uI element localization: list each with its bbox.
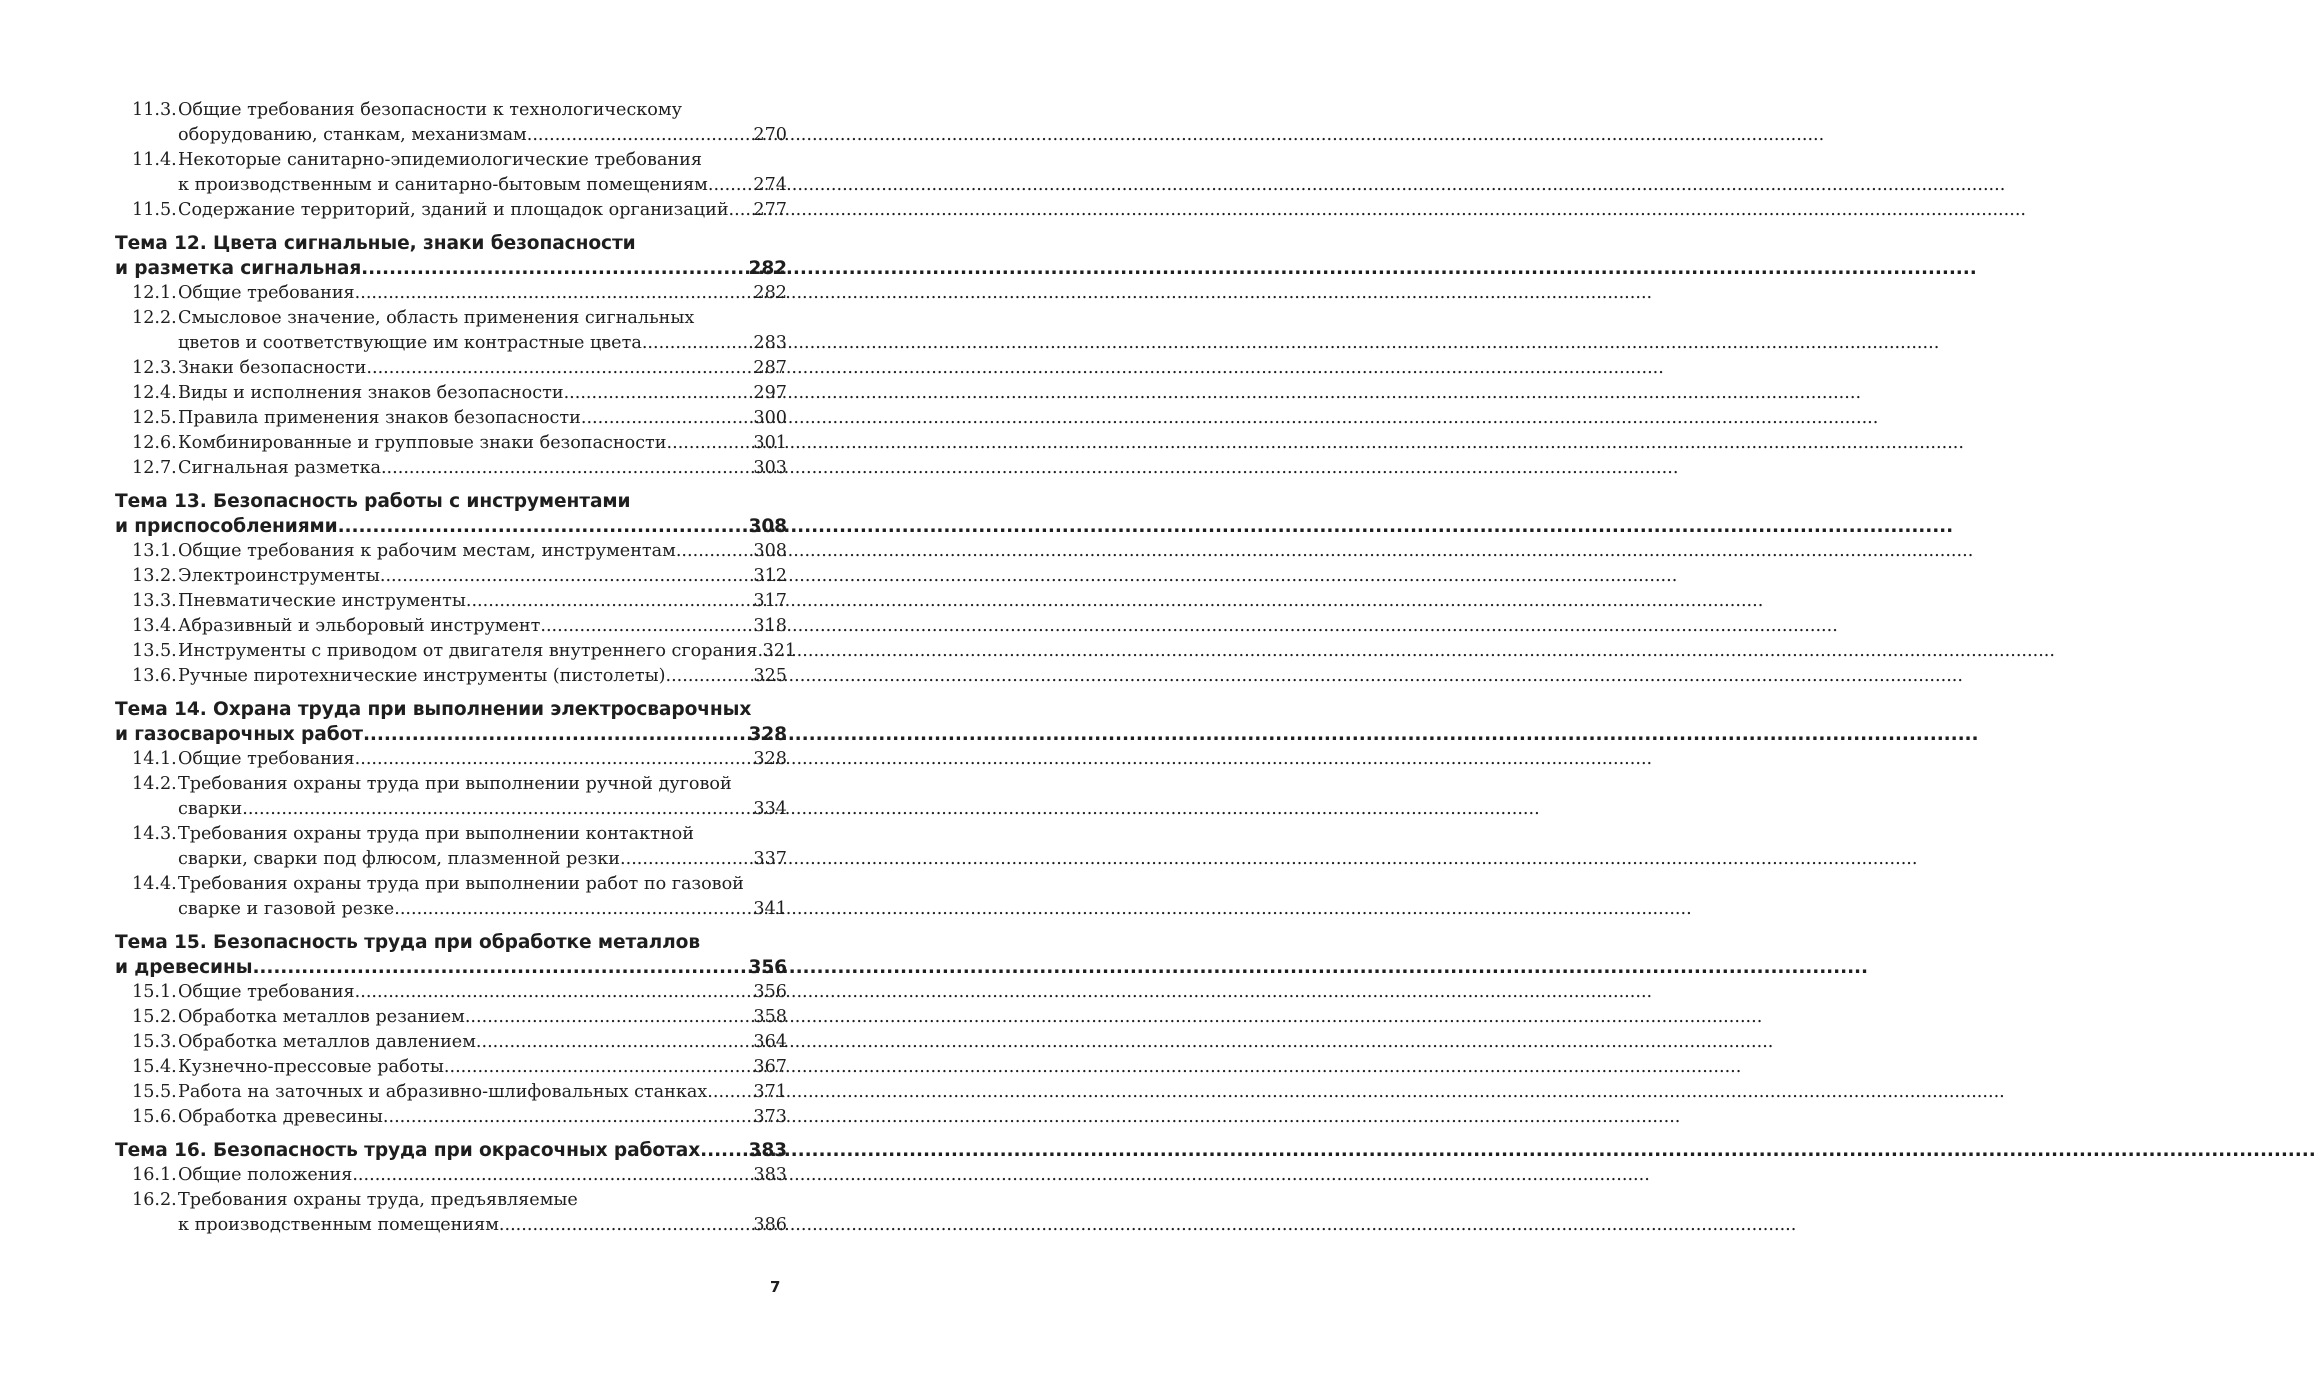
section-number: 12.6. <box>132 433 177 453</box>
section-number: 16.1. <box>132 1165 177 1185</box>
toc-subsection-entry <box>115 1105 787 1130</box>
section-title-line: Электроинструменты <box>178 566 380 586</box>
section-title-line: Общие требования <box>178 749 355 769</box>
toc-topic-entry <box>115 489 787 539</box>
page-ref: 283 <box>753 333 787 353</box>
page-ref: 277 <box>753 200 787 220</box>
page-ref: 341 <box>753 899 787 919</box>
section-number: 13.6. <box>132 666 177 686</box>
toc-leader-line <box>178 847 787 872</box>
section-title-line: Общие требования <box>178 283 355 303</box>
section-title-line: Сигнальная разметка <box>178 458 381 478</box>
section-number: 15.5. <box>132 1082 177 1102</box>
dot-leader <box>666 664 753 689</box>
dot-leader <box>355 281 753 306</box>
section-number: 12.2. <box>132 308 177 328</box>
page-ref: 297 <box>753 383 787 403</box>
page-ref: 308 <box>753 541 787 561</box>
topic-title-line: Тема 12. Цвета сигнальные, знаки безопасности <box>115 233 636 254</box>
dot-leader <box>355 747 753 772</box>
toc-leader-line <box>178 1055 787 1080</box>
section-number: 14.2. <box>132 774 177 794</box>
section-title-line: Знаки безопасности <box>178 358 367 378</box>
toc-subsection-entry <box>115 1055 787 1080</box>
toc-leader-line <box>178 539 787 564</box>
toc-subsection-entry <box>115 614 787 639</box>
section-title-line: Ручные пиротехнические инструменты (пистолеты) <box>178 666 666 686</box>
toc-subsection-entry <box>115 1163 787 1188</box>
section-title-line: Инструменты с приводом от двигателя внутреннего сгорания <box>178 641 758 661</box>
dot-leader <box>700 1138 747 1163</box>
toc-leader-line <box>178 198 787 223</box>
page-ref: 312 <box>753 566 787 586</box>
dot-leader <box>540 614 752 639</box>
section-title-line: Требования охраны труда при выполнении контактной <box>178 824 694 844</box>
toc-topic-entry <box>115 930 787 980</box>
section-number: 12.3. <box>132 358 177 378</box>
section-title-line: Кузнечно-прессовые работы <box>178 1057 444 1077</box>
toc-subsection-entry <box>115 1005 787 1030</box>
page-ref: 386 <box>753 1215 787 1235</box>
toc-subsection-entry <box>115 772 787 822</box>
toc-subsection-entry <box>115 98 787 148</box>
toc-topic-entry <box>115 1138 787 1163</box>
section-title-line: Виды и исполнения знаков безопасности <box>178 383 564 403</box>
section-number: 12.1. <box>132 283 177 303</box>
section-title-line: Правила применения знаков безопасности <box>178 408 581 428</box>
dot-leader <box>676 539 753 564</box>
toc-leader-line <box>115 1138 787 1163</box>
toc-leader-line <box>178 589 787 614</box>
toc-leader-line <box>178 897 787 922</box>
toc-subsection-entry <box>115 406 787 431</box>
dot-leader <box>444 1055 753 1080</box>
toc-subsection-entry <box>115 381 787 406</box>
toc-subsection-entry <box>115 1080 787 1105</box>
toc-leader-line <box>178 456 787 481</box>
toc-subsection-entry <box>115 456 787 481</box>
toc-subsection-entry <box>115 747 787 772</box>
section-number: 15.2. <box>132 1007 177 1027</box>
page-ref: 300 <box>753 408 787 428</box>
page-ref: 371 <box>753 1082 787 1102</box>
toc-subsection-entry <box>115 198 787 223</box>
dot-leader <box>380 564 753 589</box>
section-number: 15.3. <box>132 1032 177 1052</box>
topic-title-line: Тема 16. Безопасность труда при окрасочных работах <box>115 1140 701 1161</box>
page-ref: 301 <box>753 433 787 453</box>
page-ref: 325 <box>753 666 787 686</box>
toc-subsection-entry <box>115 306 787 356</box>
section-number: 14.1. <box>132 749 177 769</box>
topic-title-line: и разметка сигнальная <box>115 258 362 279</box>
page-number: 7 <box>770 1278 781 1296</box>
section-title-line: Комбинированные и групповые знаки безопасности <box>178 433 667 453</box>
section-title-line: сварки <box>178 799 243 819</box>
dot-leader <box>383 1105 753 1130</box>
topic-title-line: Тема 13. Безопасность работы с инструментами <box>115 491 631 512</box>
book-page <box>0 0 900 1382</box>
page-ref: 358 <box>753 1007 787 1027</box>
section-title-line: Работа на заточных и абразивно-шлифовальных станках <box>178 1082 708 1102</box>
section-title-line: Требования охраны труда при выполнении ручной дуговой <box>178 774 732 794</box>
dot-leader <box>729 198 753 223</box>
toc-leader-line <box>178 1005 787 1030</box>
toc-leader-line <box>115 256 787 281</box>
toc-topic-entry <box>115 697 787 747</box>
dot-leader <box>361 256 747 281</box>
dot-leader <box>642 331 753 356</box>
toc-subsection-entry <box>115 639 797 664</box>
toc-subsection-entry <box>115 589 787 614</box>
section-number: 13.4. <box>132 616 177 636</box>
page-ref: 373 <box>753 1107 787 1127</box>
page-ref: 356 <box>748 957 787 978</box>
section-title-line: Обработка металлов давлением <box>178 1032 476 1052</box>
dot-leader <box>242 797 752 822</box>
toc-subsection-entry <box>115 980 787 1005</box>
dot-leader <box>465 1005 753 1030</box>
section-title-line: цветов и соответствующие им контрастные цвета <box>178 333 642 353</box>
page-ref: 282 <box>753 283 787 303</box>
section-number: 11.4. <box>132 150 177 170</box>
dot-leader <box>352 1163 752 1188</box>
page-ref: 383 <box>748 1140 787 1161</box>
toc-leader-line <box>178 797 787 822</box>
toc-leader-line <box>178 281 787 306</box>
page-ref: 328 <box>753 749 787 769</box>
section-title-line: Общие положения <box>178 1165 353 1185</box>
topic-title-line: Тема 14. Охрана труда при выполнении электросварочных <box>115 699 752 720</box>
toc-leader-line <box>178 1213 787 1238</box>
toc-leader-line <box>178 1080 787 1105</box>
dot-leader <box>381 456 752 481</box>
section-title-line: Обработка древесины <box>178 1107 383 1127</box>
section-number: 13.2. <box>132 566 177 586</box>
toc-leader-line <box>178 614 787 639</box>
page-ref: 321 <box>762 641 797 661</box>
section-number: 14.4. <box>132 874 177 894</box>
section-title-line: сварке и газовой резке <box>178 899 395 919</box>
section-number: 15.4. <box>132 1057 177 1077</box>
toc-leader-line <box>178 664 787 689</box>
toc-leader-line <box>178 1105 787 1130</box>
section-title-line: Требования охраны труда при выполнении работ по газовой <box>178 874 744 894</box>
dot-leader <box>363 722 748 747</box>
dot-leader <box>394 897 752 922</box>
section-title-line: Общие требования <box>178 982 355 1002</box>
toc-leader-line <box>178 980 787 1005</box>
section-title-line: Общие требования безопасности к технологическому <box>178 100 682 120</box>
toc-leader-line <box>178 431 787 456</box>
dot-leader <box>707 1080 752 1105</box>
page-ref: 274 <box>753 175 787 195</box>
section-number: 11.3. <box>132 100 177 120</box>
section-number: 11.5. <box>132 200 177 220</box>
section-number: 12.4. <box>132 383 177 403</box>
toc-leader-line <box>178 747 787 772</box>
dot-leader <box>476 1030 753 1055</box>
toc-leader-line <box>178 356 787 381</box>
page-ref: 270 <box>753 125 787 145</box>
section-title-line: сварки, сварки под флюсом, плазменной резки <box>178 849 621 869</box>
toc-leader-line <box>178 1163 787 1188</box>
section-title-line: Некоторые санитарно-эпидемиологические требования <box>178 150 702 170</box>
section-number: 13.1. <box>132 541 177 561</box>
page-ref: 383 <box>753 1165 787 1185</box>
toc-subsection-entry <box>115 664 787 689</box>
table-of-contents <box>115 98 797 1238</box>
page-ref: 367 <box>753 1057 787 1077</box>
page-ref: 356 <box>753 982 787 1002</box>
page-ref: 334 <box>753 799 787 819</box>
toc-subsection-entry <box>115 822 787 872</box>
toc-leader-line <box>178 406 787 431</box>
toc-subsection-entry <box>115 356 787 381</box>
page-ref: 308 <box>748 516 787 537</box>
toc-topic-entry <box>115 231 787 281</box>
toc-leader-line <box>178 123 787 148</box>
topic-title-line: и газосварочных работ <box>115 724 363 745</box>
dot-leader <box>252 955 747 980</box>
section-number: 13.5. <box>132 641 177 661</box>
toc-subsection-entry <box>115 872 787 922</box>
section-number: 14.3. <box>132 824 177 844</box>
dot-leader <box>366 356 752 381</box>
dot-leader <box>581 406 753 431</box>
topic-title-line: и приспособлениями <box>115 516 338 537</box>
dot-leader <box>708 173 753 198</box>
toc-subsection-entry <box>115 281 787 306</box>
page-ref: 282 <box>748 258 787 279</box>
section-number: 13.3. <box>132 591 177 611</box>
section-title-line: Содержание территорий, зданий и площадок организаций <box>178 200 729 220</box>
topic-title-line: и древесины <box>115 957 253 978</box>
toc-leader-line <box>178 564 787 589</box>
toc-leader-line <box>178 381 787 406</box>
dot-leader <box>499 1213 753 1238</box>
page-ref: 318 <box>753 616 787 636</box>
dot-leader <box>338 514 748 539</box>
page-ref: 287 <box>753 358 787 378</box>
page-ref: 328 <box>748 724 787 745</box>
section-title-line: Пневматические инструменты <box>178 591 466 611</box>
section-number: 15.1. <box>132 982 177 1002</box>
dot-leader <box>355 980 753 1005</box>
section-title-line: Общие требования к рабочим местам, инструментам <box>178 541 676 561</box>
section-number: 12.5. <box>132 408 177 428</box>
toc-subsection-entry <box>115 564 787 589</box>
toc-leader-line <box>115 722 787 747</box>
section-number: 15.6. <box>132 1107 177 1127</box>
section-title-line: Смысловое значение, область применения сигнальных <box>178 308 695 328</box>
page-ref: 337 <box>753 849 787 869</box>
section-number: 16.2. <box>132 1190 177 1210</box>
dot-leader <box>564 381 753 406</box>
toc-subsection-entry <box>115 1030 787 1055</box>
dot-leader <box>466 589 753 614</box>
toc-leader-line <box>178 173 787 198</box>
toc-leader-line <box>178 331 787 356</box>
page-ref: 364 <box>753 1032 787 1052</box>
page-ref: 317 <box>753 591 787 611</box>
toc-subsection-entry <box>115 148 787 198</box>
toc-leader-line <box>115 514 787 539</box>
section-title-line: Требования охраны труда, предъявляемые <box>178 1190 578 1210</box>
toc-subsection-entry <box>115 431 787 456</box>
dot-leader <box>527 123 753 148</box>
toc-subsection-entry <box>115 1188 787 1238</box>
page-ref: 303 <box>753 458 787 478</box>
section-number: 12.7. <box>132 458 177 478</box>
section-title-line: оборудованию, станкам, механизмам <box>178 125 527 145</box>
dot-leader <box>620 847 752 872</box>
toc-leader-line <box>178 1030 787 1055</box>
section-title-line: Абразивный и эльборовый инструмент <box>178 616 541 636</box>
topic-title-line: Тема 15. Безопасность труда при обработке металлов <box>115 932 701 953</box>
section-title-line: к производственным и санитарно-бытовым помещениям <box>178 175 708 195</box>
toc-leader-line <box>178 639 797 664</box>
section-title-line: Обработка металлов резанием <box>178 1007 465 1027</box>
dot-leader <box>667 431 753 456</box>
section-title-line: к производственным помещениям <box>178 1215 499 1235</box>
toc-leader-line <box>115 955 787 980</box>
toc-subsection-entry <box>115 539 787 564</box>
